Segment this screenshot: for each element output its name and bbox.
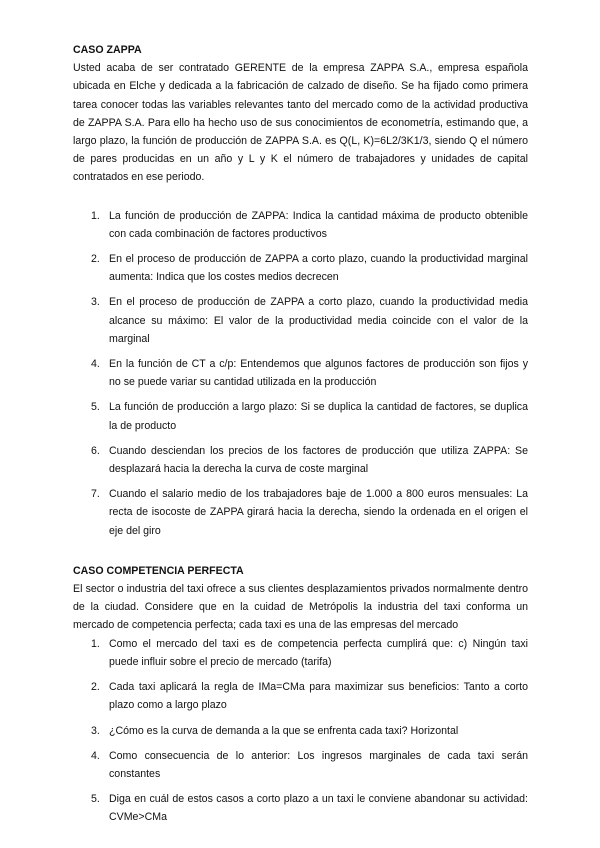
list-item	[73, 722, 528, 740]
section-intro: Usted acaba de ser contratado GERENTE de la empresa ZAPPA S.A., empresa española ubicada en Elche y dedicada a la fabricación de calzado de diseño. Se ha fijado como primera tarea conocer todas las variables relevantes tanto del mercado como de la actividad productiva de ZAPPA S.A. Para ello ha hecho uso de sus conocimientos de econometría, estimando que, a largo plazo, la función de producción de ZAPPA S.A. es Q(L, K)=6L2/3K1/3, siendo Q el número de pares producidas en un año y L y K el número de trabajadores y unidades de capital contratados en ese periodo.	[73, 62, 528, 184]
case-zappa-section	[73, 41, 528, 540]
item-number: 3.	[91, 296, 100, 309]
item-number: 7.	[91, 488, 100, 501]
item-text: Como consecuencia de lo anterior: Los ingresos marginales de cada taxi serán constantes	[109, 749, 528, 780]
question-list	[73, 635, 528, 827]
item-number: 1.	[91, 209, 100, 222]
case-competencia-section	[73, 562, 528, 827]
item-text: En la función de CT a c/p: Entendemos que algunos factores de producción son fijos y no se puede variar su cantidad utilizada en la producción	[109, 358, 528, 389]
list-item	[73, 485, 528, 540]
item-number: 5.	[91, 793, 100, 806]
section-intro: El sector o industria del taxi ofrece a sus clientes desplazamientos privados normalmente dentro de la ciudad. Considere que en la cuidad de Metrópolis la industria del taxi conforma un mercado de competencia perfecta; cada taxi es una de las empresas del mercado	[73, 583, 528, 632]
item-text: La función de producción de ZAPPA: Indica la cantidad máxima de producto obtenible con cada combinación de factores productivos	[109, 209, 528, 240]
list-item	[73, 747, 528, 783]
list-item	[73, 678, 528, 714]
item-number: 4.	[91, 749, 100, 762]
item-text: La función de producción a largo plazo: Si se duplica la cantidad de factores, se duplica la de producto	[109, 401, 528, 432]
list-item	[73, 635, 528, 671]
item-number: 3.	[91, 724, 100, 737]
section-title: CASO ZAPPA	[73, 44, 142, 56]
item-text: Cuando el salario medio de los trabajadores baje de 1.000 a 800 euros mensuales: La recta de isocoste de ZAPPA girará hacia la derecha, siendo la ordenada en el origen el eje del giro	[109, 488, 528, 537]
item-text: Cuando desciendan los precios de los factores de producción que utiliza ZAPPA: Se desplazará hacia la derecha la curva de coste marginal	[109, 444, 528, 476]
list-item	[73, 355, 528, 391]
item-text: En el proceso de producción de ZAPPA a corto plazo, cuando la productividad media alcance su máximo: El valor de la productividad media coincide con el valor de la marginal	[109, 296, 528, 345]
item-number: 2.	[91, 253, 100, 266]
item-text: Cada taxi aplicará la regla de IMa=CMa para maximizar sus beneficios: Tanto a corto plazo como a largo plazo	[109, 681, 528, 712]
item-text: Diga en cuál de estos casos a corto plazo a un taxi le conviene abandonar su actividad: CVMe>CMa	[109, 793, 528, 824]
section-title: CASO COMPETENCIA PERFECTA	[73, 564, 244, 577]
item-text: En el proceso de producción de ZAPPA a corto plazo, cuando la productividad marginal aumenta: Indica que los costes medios decrecen	[109, 253, 528, 284]
item-number: 4.	[91, 358, 100, 371]
item-number: 2.	[91, 681, 100, 694]
item-text: Como el mercado del taxi es de competencia perfecta cumplirá que: c) Ningún taxi puede influir sobre el precio de mercado (tarifa)	[109, 637, 528, 668]
item-number: 1.	[91, 637, 100, 650]
document-page	[73, 41, 528, 834]
question-list	[73, 207, 528, 540]
list-item	[73, 250, 528, 286]
item-number: 5.	[91, 401, 100, 414]
item-text: ¿Cómo es la curva de demanda a la que se enfrenta cada taxi? Horizontal	[109, 724, 459, 737]
list-item	[73, 293, 528, 348]
list-item	[73, 398, 528, 434]
list-item	[73, 442, 528, 478]
item-number: 6.	[91, 444, 100, 457]
list-item	[73, 790, 528, 826]
list-item	[73, 207, 528, 243]
